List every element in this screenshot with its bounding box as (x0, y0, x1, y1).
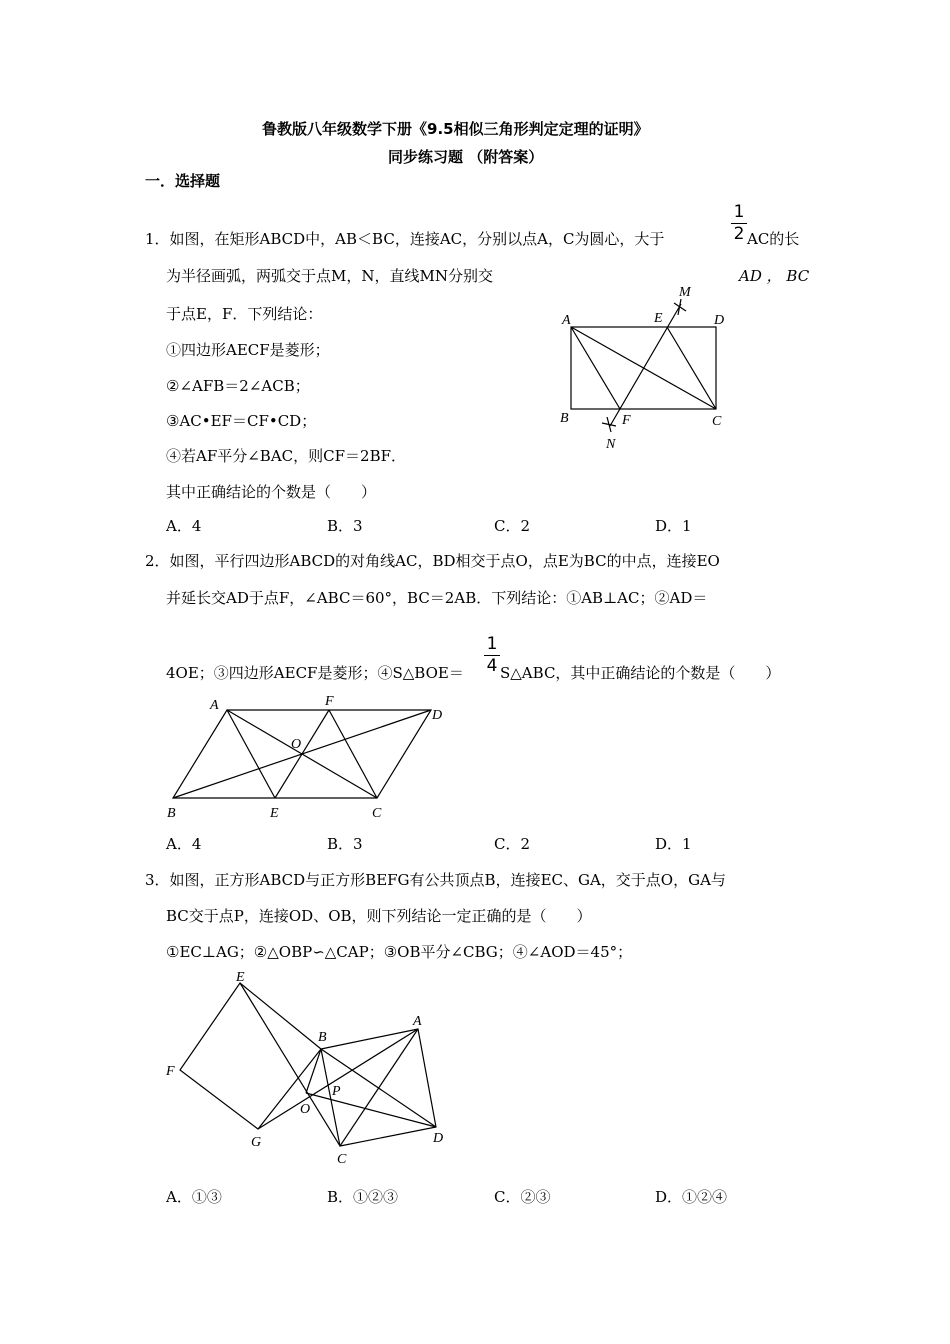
q2-label-d: D (432, 708, 443, 723)
q3-segment-ec (240, 983, 340, 1146)
doc-title-line2: 同步练习题 （附答案） (388, 148, 544, 166)
q1-fraction (731, 204, 747, 243)
q3-label-b: B (318, 1030, 327, 1045)
q1-line1 (145, 228, 664, 249)
q1-segment-ec (667, 327, 716, 409)
q1-label-m: M (679, 285, 691, 300)
q1-label-c: C (712, 414, 722, 429)
doc-title-line1: 鲁教版八年级数学下册《9.5相似三角形判定定理的证明》 (262, 120, 649, 138)
q3-label-a: A (413, 1014, 422, 1029)
q1-option-b[interactable]: B．3 (327, 517, 363, 535)
q1-line-mn (610, 304, 681, 426)
q3-option-a[interactable]: A．①③ (166, 1188, 222, 1206)
q2-line3-start: 4OE；③四边形AECF是菱形；④S△BOE＝ (166, 664, 464, 682)
q2-line2: 并延长交AD于点F，∠ABC＝60°，BC＝2AB．下列结论：①AB⊥AC；②AD＝ (166, 589, 708, 607)
q2-frac-den: 4 (486, 656, 498, 676)
q1-label-a: A (562, 313, 571, 328)
q1-frac-num: 1 (733, 202, 745, 222)
q1-claim-2: ②∠AFB＝2∠ACB； (166, 377, 310, 395)
q1-line2: 为半径画弧，两弧交于点M，N，直线MN分别交 (166, 267, 493, 285)
q2-label-e: E (270, 806, 279, 821)
q3-option-b[interactable]: B．①②③ (327, 1188, 399, 1206)
q1-claim-4: ④若AF平分∠BAC，则CF＝2BF． (166, 447, 407, 465)
q1-claim-3: ③AC•EF＝CF•CD； (166, 412, 317, 430)
q2-segment-ae (227, 710, 275, 798)
q1-figure (550, 280, 740, 455)
q3-option-c[interactable]: C．②③ (494, 1188, 551, 1206)
q1-line3: 于点E，F．下列结论： (166, 305, 323, 323)
q2-figure (160, 690, 460, 825)
q1-option-c[interactable]: C．2 (494, 517, 531, 535)
q1-claim-1: ①四边形AECF是菱形； (166, 341, 330, 359)
q2-option-b[interactable]: B．3 (327, 835, 363, 853)
q1-label-d: D (714, 313, 725, 328)
q3-segment-ob (306, 1049, 321, 1093)
q3-segment-ga (258, 1029, 418, 1129)
q1-line2-right: AD ， BC (739, 267, 810, 285)
q1-frac-den: 2 (733, 224, 745, 244)
q3-label-d: D (433, 1131, 444, 1146)
q3-label-o: O (300, 1102, 311, 1117)
q2-label-o: O (291, 737, 302, 752)
q3-label-c: C (337, 1152, 347, 1167)
q2-label-a: A (210, 698, 219, 713)
q3-label-p: P (332, 1084, 341, 1099)
q3-figure (160, 965, 460, 1170)
q2-label-b: B (167, 806, 176, 821)
q2-line3-end: S△ABC，其中正确结论的个数是（ ） (500, 664, 781, 682)
q2-option-a[interactable]: A．4 (166, 835, 202, 853)
q1-label-b: B (560, 411, 569, 426)
q2-line1: 2．如图，平行四边形ABCD的对角线AC，BD相交于点O，点E为BC的中点，连接EO (145, 552, 720, 570)
q1-label-f: F (622, 413, 631, 428)
q2-option-c[interactable]: C．2 (494, 835, 531, 853)
q1-line1-end: AC的长 (747, 230, 800, 248)
q3-line1: 3．如图，正方形ABCD与正方形BEFG有公共顶点B，连接EC、GA，交于点O，GA与 (145, 871, 726, 889)
q3-label-f: F (166, 1064, 175, 1079)
q2-fraction (484, 636, 500, 675)
q3-line2: BC交于点P，连接OD、OB，则下列结论一定正确的是（ ） (166, 907, 592, 925)
q2-frac-num: 1 (486, 634, 498, 654)
q1-label-n: N (606, 437, 616, 452)
q1-option-d[interactable]: D．1 (655, 517, 692, 535)
q1-option-a[interactable]: A．4 (166, 517, 202, 535)
q2-option-d[interactable]: D．1 (655, 835, 692, 853)
q1-segment-af (571, 327, 620, 409)
q3-option-d[interactable]: D．①②④ (655, 1188, 728, 1206)
q3-label-e: E (236, 970, 245, 985)
q2-segment-fc (329, 710, 377, 798)
q3-label-g: G (251, 1135, 262, 1150)
q2-segment-ef (275, 710, 329, 798)
q2-label-f: F (325, 694, 334, 709)
q2-label-c: C (372, 806, 382, 821)
section-heading: 一．选择题 (145, 172, 221, 190)
q1-line1-text: 1．如图，在矩形ABCD中，AB＜BC，连接AC，分别以点A，C为圆心，大于 (145, 230, 665, 248)
q1-label-e: E (654, 311, 663, 326)
q3-diagonal-ca (340, 1029, 418, 1146)
q1-ask: 其中正确结论的个数是（ ） (166, 483, 377, 501)
q3-line3: ①EC⊥AG；②△OBP∽△CAP；③OB平分∠CBG；④∠AOD＝45°； (166, 943, 633, 961)
